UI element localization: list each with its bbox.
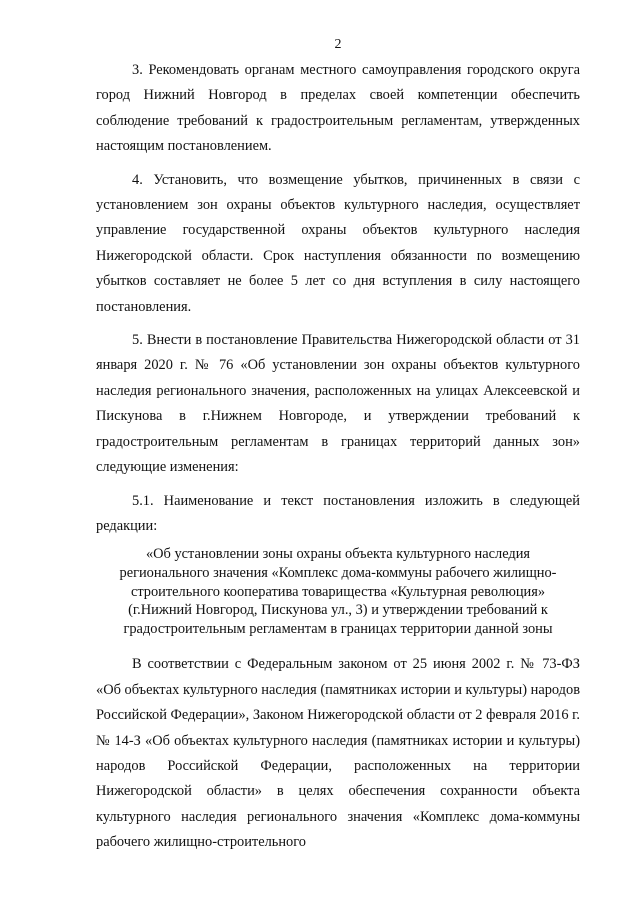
quoted-new-title: «Об установлении зоны охраны объекта культурного наследия регионального значения «Комплекс дома-коммуны рабочего жилищно-строительного кооператива товарищества «Культурная революция» (г.Нижний Новгород, Пискунова ул., 3) и утверждении требований к градостроительным регламентам в границах территории данной зоны: [119, 546, 557, 637]
paragraph-preamble: В соответствии с Федеральным законом от 25 июня 2002 г. № 73-ФЗ «Об объектах культурного наследия (памятниках истории и культуры) народов Российской Федерации», Законом Нижегородской области от 2 февраля 2016 г. № 14-З «Об объектах культурного наследия (памятниках истории и культуры) народов Российской Федерации, расположенных на территории Нижегородской области» в целях обеспечения сохранности объекта культурного наследия регионального значения «Комплекс дома-коммуны рабочего жилищно-строительного: [96, 656, 580, 851]
page-number: 2: [334, 37, 342, 52]
document-page: [96, 36, 580, 864]
paragraph-4-compensation: 4. Установить, что возмещение убытков, причиненных в связи с установлением зон охраны объектов культурного наследия, осуществляет управление государственной охраны объектов культурного наследия Нижегородской области. Срок наступления обязанности по возмещению убытков составляет не более 5 лет со дня вступления в силу настоящего постановления.: [96, 171, 580, 315]
paragraph-5-amendments: 5. Внести в постановление Правительства Нижегородской области от 31 января 2020 г. № 76 «Об установлении зон охраны объектов культурного наследия регионального значения, расположенных на улицах Алексеевской и Пискунова в г.Нижнем Новгороде, и утверждении требований к градостроительным регламентам в границах территорий данных зон» следующие изменения:: [96, 332, 580, 476]
paragraph-3-recommendation: 3. Рекомендовать органам местного самоуправления городского округа город Нижний Новгород в пределах своей компетенции обеспечить соблюдение требований к градостроительным регламентам, утвержденных настоящим постановлением.: [96, 62, 580, 155]
paragraph-5-1-new-wording: 5.1. Наименование и текст постановления изложить в следующей редакции:: [96, 492, 580, 534]
